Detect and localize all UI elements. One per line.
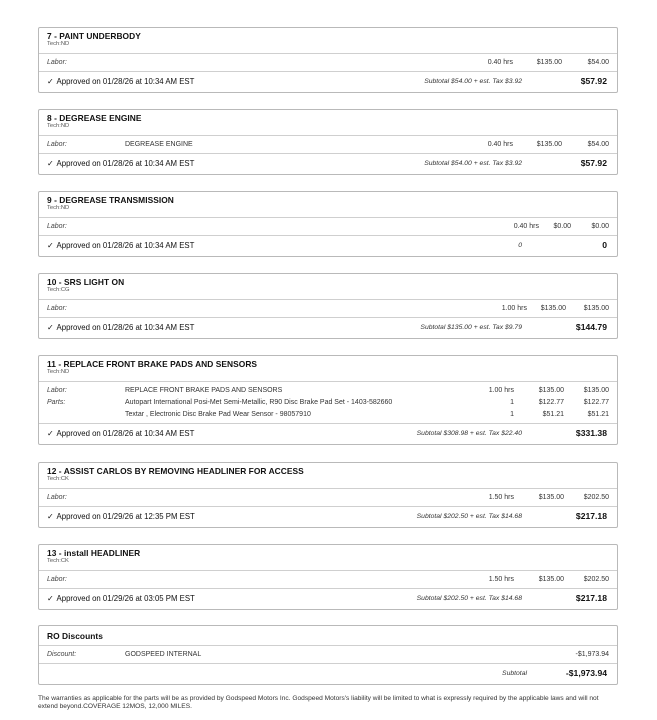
discount-kind: Discount: [47,651,77,658]
line-kind: Labor: [47,387,67,394]
line-description: DEGREASE ENGINE [125,141,193,148]
line-item [47,139,609,151]
check-icon: ✓ [47,159,54,168]
line-item [47,57,609,69]
job-card [38,462,618,528]
job-title: 10 - SRS LIGHT ON [47,277,125,287]
approval-text: Approved on 01/28/26 at 10:34 AM EST [56,159,195,168]
warranty-disclaimer: The warranties as applicable for the parts will be as provided by Godspeed Motors Inc. Godspeed Motors's liability will be limited to what is expressly required by the applicable laws and will not extend beyond.COVERAGE 12MOS, 12,000 MILES. [38,695,599,710]
approval-text: Approved on 01/28/26 at 10:34 AM EST [56,241,195,250]
check-icon: ✓ [47,323,54,332]
approval-text: Approved on 01/29/26 at 12:35 PM EST [56,512,195,521]
line-rate: $135.00 [536,141,562,148]
line-rate: $135.00 [538,576,564,583]
line-quantity: 1.50 hrs [488,576,514,583]
approval-status [47,429,194,438]
discount-row [47,649,609,661]
job-total: $57.92 [580,158,607,168]
line-item [47,385,609,397]
line-kind: Labor: [47,576,67,583]
line-item [47,303,609,315]
line-quantity: 1.00 hrs [501,305,527,312]
line-total: $135.00 [583,305,609,312]
line-quantity: 1 [510,399,514,406]
job-tech: Tech:ND [47,123,70,129]
line-quantity: 0.40 hrs [487,59,513,66]
discount-subtotal-label: Subtotal [502,670,527,677]
job-title: 11 - REPLACE FRONT BRAKE PADS AND SENSORS [47,359,258,369]
check-icon: ✓ [47,241,54,250]
job-tech: Tech:CK [47,476,69,482]
approval-status [47,512,195,521]
line-rate: $135.00 [536,59,562,66]
job-subtotal: 0 [518,242,522,249]
job-card [38,544,618,610]
approval-text: Approved on 01/29/26 at 03:05 PM EST [56,594,195,603]
line-kind: Labor: [47,494,67,501]
line-item [47,492,609,504]
line-total: $51.21 [587,411,609,418]
discount-amount: -$1,973.94 [575,651,609,658]
job-card [38,109,618,175]
job-subtotal: Subtotal $202.50 + est. Tax $14.68 [416,595,522,602]
line-quantity: 1.50 hrs [488,494,514,501]
line-rate: $135.00 [538,494,564,501]
job-card [38,355,618,445]
line-description: Textar , Electronic Disc Brake Pad Wear Sensor - 98057910 [125,411,311,418]
job-tech: Tech:CK [47,558,69,564]
line-item [47,574,609,586]
line-total: $0.00 [591,223,609,230]
job-card [38,191,618,257]
job-total: $331.38 [575,428,607,438]
line-quantity: 0.40 hrs [487,141,513,148]
line-quantity: 0.40 hrs [513,223,539,230]
approval-text: Approved on 01/28/26 at 10:34 AM EST [56,323,195,332]
line-total: $122.77 [583,399,609,406]
job-subtotal: Subtotal $54.00 + est. Tax $3.92 [424,160,522,167]
line-quantity: 1 [510,411,514,418]
line-rate: $0.00 [553,223,571,230]
discount-description: GODSPEED INTERNAL [125,651,202,658]
line-kind: Labor: [47,305,67,312]
line-item [47,221,609,233]
check-icon: ✓ [47,429,54,438]
job-subtotal: Subtotal $54.00 + est. Tax $3.92 [424,78,522,85]
line-description: REPLACE FRONT BRAKE PADS AND SENSORS [125,387,283,394]
job-title: 7 - PAINT UNDERBODY [47,31,141,41]
job-title: 9 - DEGREASE TRANSMISSION [47,195,174,205]
approval-status [47,77,194,86]
line-rate: $51.21 [542,411,564,418]
job-title: 8 - DEGREASE ENGINE [47,113,142,123]
job-tech: Tech:ND [47,205,70,211]
line-kind: Labor: [47,141,67,148]
line-kind: Parts: [47,399,66,406]
job-tech: Tech:ND [47,41,70,47]
discounts-title: RO Discounts [47,631,103,641]
job-total: $217.18 [575,593,607,603]
job-subtotal: Subtotal $135.00 + est. Tax $9.79 [420,324,522,331]
approval-text: Approved on 01/28/26 at 10:34 AM EST [56,77,195,86]
job-subtotal: Subtotal $308.98 + est. Tax $22.40 [416,430,522,437]
check-icon: ✓ [47,512,54,521]
approval-status [47,241,194,250]
line-total: $135.00 [583,387,609,394]
job-tech: Tech:ND [47,369,70,375]
approval-text: Approved on 01/28/26 at 10:34 AM EST [56,429,195,438]
line-kind: Labor: [47,59,67,66]
approval-status [47,323,194,332]
check-icon: ✓ [47,77,54,86]
line-total: $54.00 [587,141,609,148]
line-description: Autopart International Posi-Met Semi-Metallic, R90 Disc Brake Pad Set - 1403-582660 [125,399,393,406]
discounts-card [38,625,618,685]
job-subtotal: Subtotal $202.50 + est. Tax $14.68 [416,513,522,520]
job-tech: Tech:CG [47,287,70,293]
line-total: $54.00 [587,59,609,66]
line-total: $202.50 [583,576,609,583]
line-item [47,397,609,409]
job-title: 13 - install HEADLINER [47,548,141,558]
job-title: 12 - ASSIST CARLOS BY REMOVING HEADLINER FOR ACCESS [47,466,304,476]
job-total: $217.18 [575,511,607,521]
line-kind: Labor: [47,223,67,230]
approval-status [47,594,195,603]
job-total: $57.92 [580,76,607,86]
check-icon: ✓ [47,594,54,603]
job-card [38,27,618,93]
discount-subtotal-value: -$1,973.94 [565,668,607,678]
line-rate: $135.00 [540,305,566,312]
line-item [47,409,609,421]
approval-status [47,159,194,168]
line-total: $202.50 [583,494,609,501]
line-quantity: 1.00 hrs [488,387,514,394]
job-total: 0 [602,240,607,250]
line-rate: $135.00 [538,387,564,394]
job-card [38,273,618,339]
job-total: $144.79 [575,322,607,332]
line-rate: $122.77 [538,399,564,406]
